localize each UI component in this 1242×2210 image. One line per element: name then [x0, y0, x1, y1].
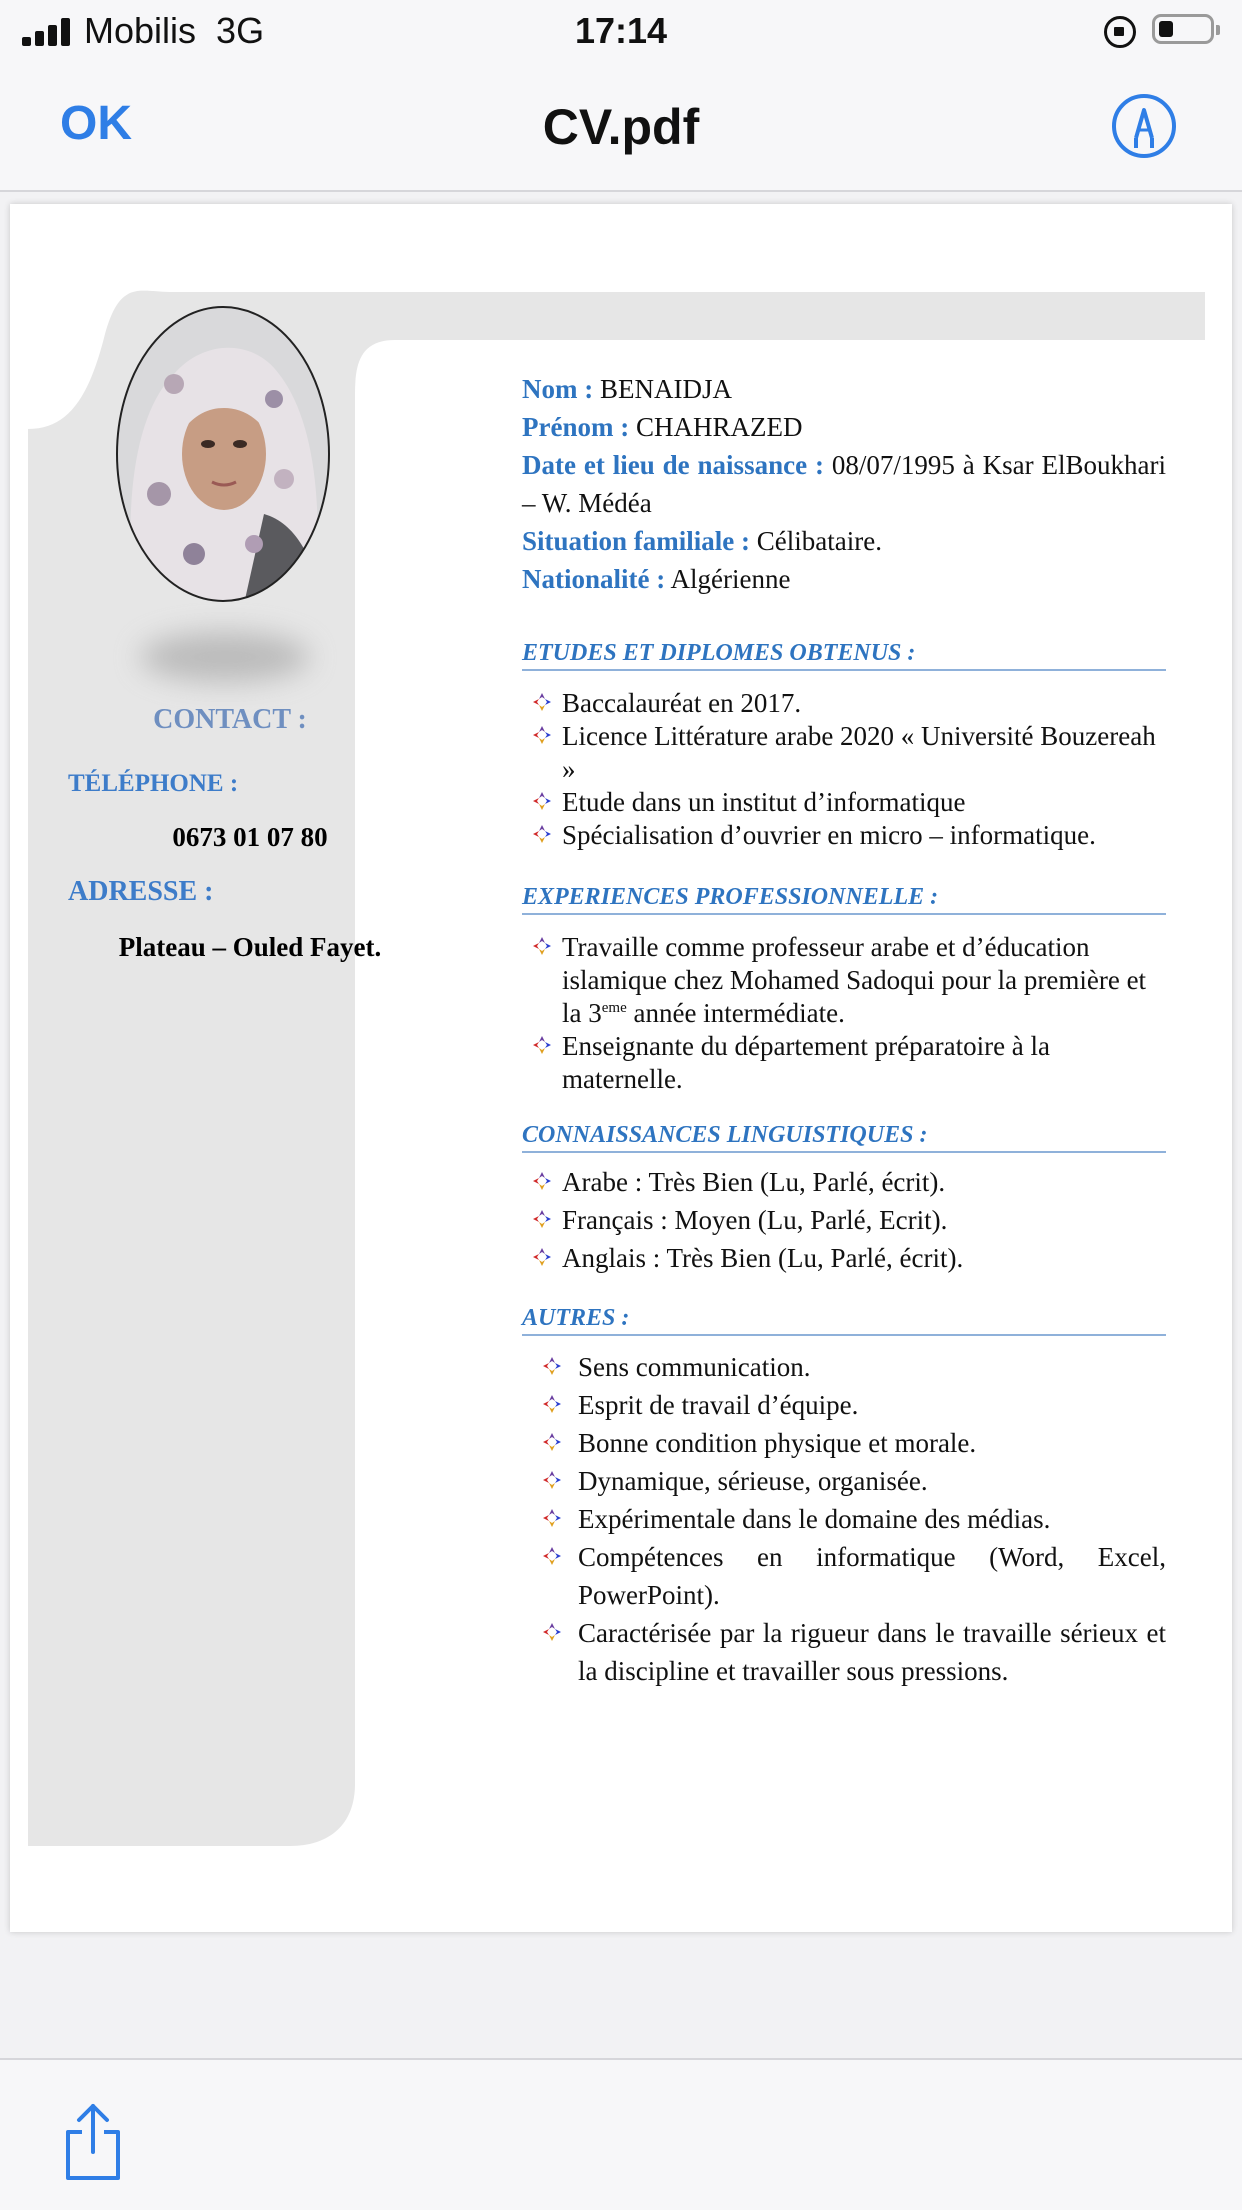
- status-clock: 17:14: [574, 10, 668, 51]
- name-value: BENAIDJA: [599, 374, 732, 404]
- study-item: Etude dans un institut d’informatique: [562, 787, 966, 817]
- share-icon[interactable]: [62, 2102, 124, 2182]
- status-bar: [0, 0, 1242, 62]
- experience-item-text-end: année intermédiate.: [626, 998, 845, 1028]
- pdf-page[interactable]: [10, 204, 1232, 1932]
- bullet-arrow-icon: [532, 692, 552, 712]
- experience-heading: EXPERIENCES PROFESSIONNELLE :: [522, 882, 1166, 915]
- address-label: ADRESSE :: [68, 876, 214, 907]
- list-item: [522, 687, 1166, 720]
- other-item: Bonne condition physique et morale.: [578, 1428, 977, 1458]
- battery-icon: [1152, 14, 1214, 44]
- family-value: Célibataire.: [756, 526, 882, 556]
- list-item: [522, 1348, 1166, 1386]
- photo-shadow: [140, 632, 310, 682]
- profile-photo: [114, 304, 332, 604]
- superscript-eme: eme: [601, 1000, 627, 1016]
- studies-heading: ETUDES ET DIPLOMES OBTENUS :: [522, 638, 1166, 671]
- other-heading: AUTRES :: [522, 1303, 1166, 1336]
- list-item: [522, 1239, 1166, 1277]
- list-item: [522, 1386, 1166, 1424]
- carrier-name: Mobilis: [84, 10, 197, 51]
- family-label: Situation familiale :: [522, 526, 750, 556]
- other-item: Caractérisée par la rigueur dans le travaille sérieux et la discipline et travailler sous pressions.: [578, 1618, 1166, 1686]
- other-list: [522, 1348, 1166, 1690]
- nationality-value: Algérienne: [670, 564, 791, 594]
- list-item: [522, 1538, 1166, 1614]
- markup-pen-icon[interactable]: [1112, 94, 1176, 158]
- bullet-arrow-icon: [542, 1470, 562, 1490]
- bullet-arrow-icon: [542, 1546, 562, 1566]
- bullet-arrow-icon: [532, 824, 552, 844]
- phone-number: 0673 01 07 80: [172, 822, 328, 852]
- experience-list: [522, 931, 1166, 1096]
- study-item: Spécialisation d’ouvrier en micro – informatique.: [562, 820, 1096, 850]
- bullet-arrow-icon: [542, 1394, 562, 1414]
- network-type: 3G: [216, 10, 265, 51]
- bullet-arrow-icon: [532, 936, 552, 956]
- list-item: [522, 931, 1166, 1030]
- nationality-label: Nationalité :: [522, 564, 666, 594]
- list-item: [522, 1030, 1166, 1096]
- nationality-line: [522, 560, 1166, 598]
- phone-label: TÉLÉPHONE :: [68, 770, 239, 797]
- list-item: [522, 819, 1166, 852]
- bullet-arrow-icon: [532, 1209, 552, 1229]
- list-item: [522, 1462, 1166, 1500]
- birth-label: Date et lieu de naissance :: [522, 450, 824, 480]
- birth-line: [522, 446, 1166, 522]
- language-item: Arabe : Très Bien (Lu, Parlé, écrit).: [562, 1167, 946, 1197]
- languages-list: [522, 1163, 1166, 1277]
- list-item: [522, 1614, 1166, 1690]
- orientation-lock-icon: [1104, 16, 1136, 48]
- document-title: CV.pdf: [542, 99, 700, 155]
- experience-item-text: Travaille comme professeur arabe et d’éducation islamique chez Mohamed Sadoqui pour la première et la 3: [562, 932, 1147, 1028]
- other-item: Compétences en informatique (Word, Excel, PowerPoint).: [578, 1542, 1166, 1610]
- other-item: Expérimentale dans le domaine des médias.: [578, 1504, 1051, 1534]
- bullet-arrow-icon: [542, 1508, 562, 1528]
- list-item: [522, 1424, 1166, 1462]
- first-name-line: [522, 408, 1166, 446]
- other-item: Sens communication.: [578, 1352, 811, 1382]
- bullet-arrow-icon: [532, 1035, 552, 1055]
- experience-item-text: Enseignante du département préparatoire à la maternelle.: [562, 1031, 1051, 1094]
- other-item: Esprit de travail d’équipe.: [578, 1390, 859, 1420]
- list-item: [522, 1500, 1166, 1538]
- address-value: Plateau – Ouled Fayet.: [118, 932, 382, 962]
- navigation-bar: [0, 62, 1242, 192]
- languages-heading: CONNAISSANCES LINGUISTIQUES :: [522, 1120, 1166, 1153]
- bullet-arrow-icon: [542, 1622, 562, 1642]
- first-name-label: Prénom :: [522, 412, 630, 442]
- language-item: Anglais : Très Bien (Lu, Parlé, écrit).: [562, 1243, 964, 1273]
- studies-list: [522, 687, 1166, 852]
- name-label: Nom :: [522, 374, 594, 404]
- bullet-arrow-icon: [542, 1432, 562, 1452]
- bullet-arrow-icon: [532, 725, 552, 745]
- birth-value: 08/07/1995 à Ksar ElBoukhari – W. Médéa: [522, 450, 1166, 518]
- study-item: Baccalauréat en 2017.: [562, 688, 802, 718]
- list-item: [522, 1201, 1166, 1239]
- list-item: [522, 786, 1166, 819]
- bullet-arrow-icon: [532, 1247, 552, 1267]
- bottom-toolbar: [0, 2058, 1242, 2210]
- cv-main-column: [522, 370, 1166, 1690]
- study-item: Licence Littérature arabe 2020 « Université Bouzereah »: [562, 721, 1156, 784]
- list-item: [522, 720, 1166, 786]
- family-line: [522, 522, 1166, 560]
- bullet-arrow-icon: [532, 1171, 552, 1191]
- bullet-arrow-icon: [542, 1356, 562, 1376]
- other-item: Dynamique, sérieuse, organisée.: [578, 1466, 928, 1496]
- name-line: [522, 370, 1166, 408]
- language-item: Français : Moyen (Lu, Parlé, Ecrit).: [562, 1205, 948, 1235]
- bullet-arrow-icon: [532, 791, 552, 811]
- list-item: [522, 1163, 1166, 1201]
- first-name-value: CHAHRAZED: [635, 412, 803, 442]
- ok-button[interactable]: OK: [60, 97, 132, 150]
- contact-heading: CONTACT :: [153, 704, 307, 735]
